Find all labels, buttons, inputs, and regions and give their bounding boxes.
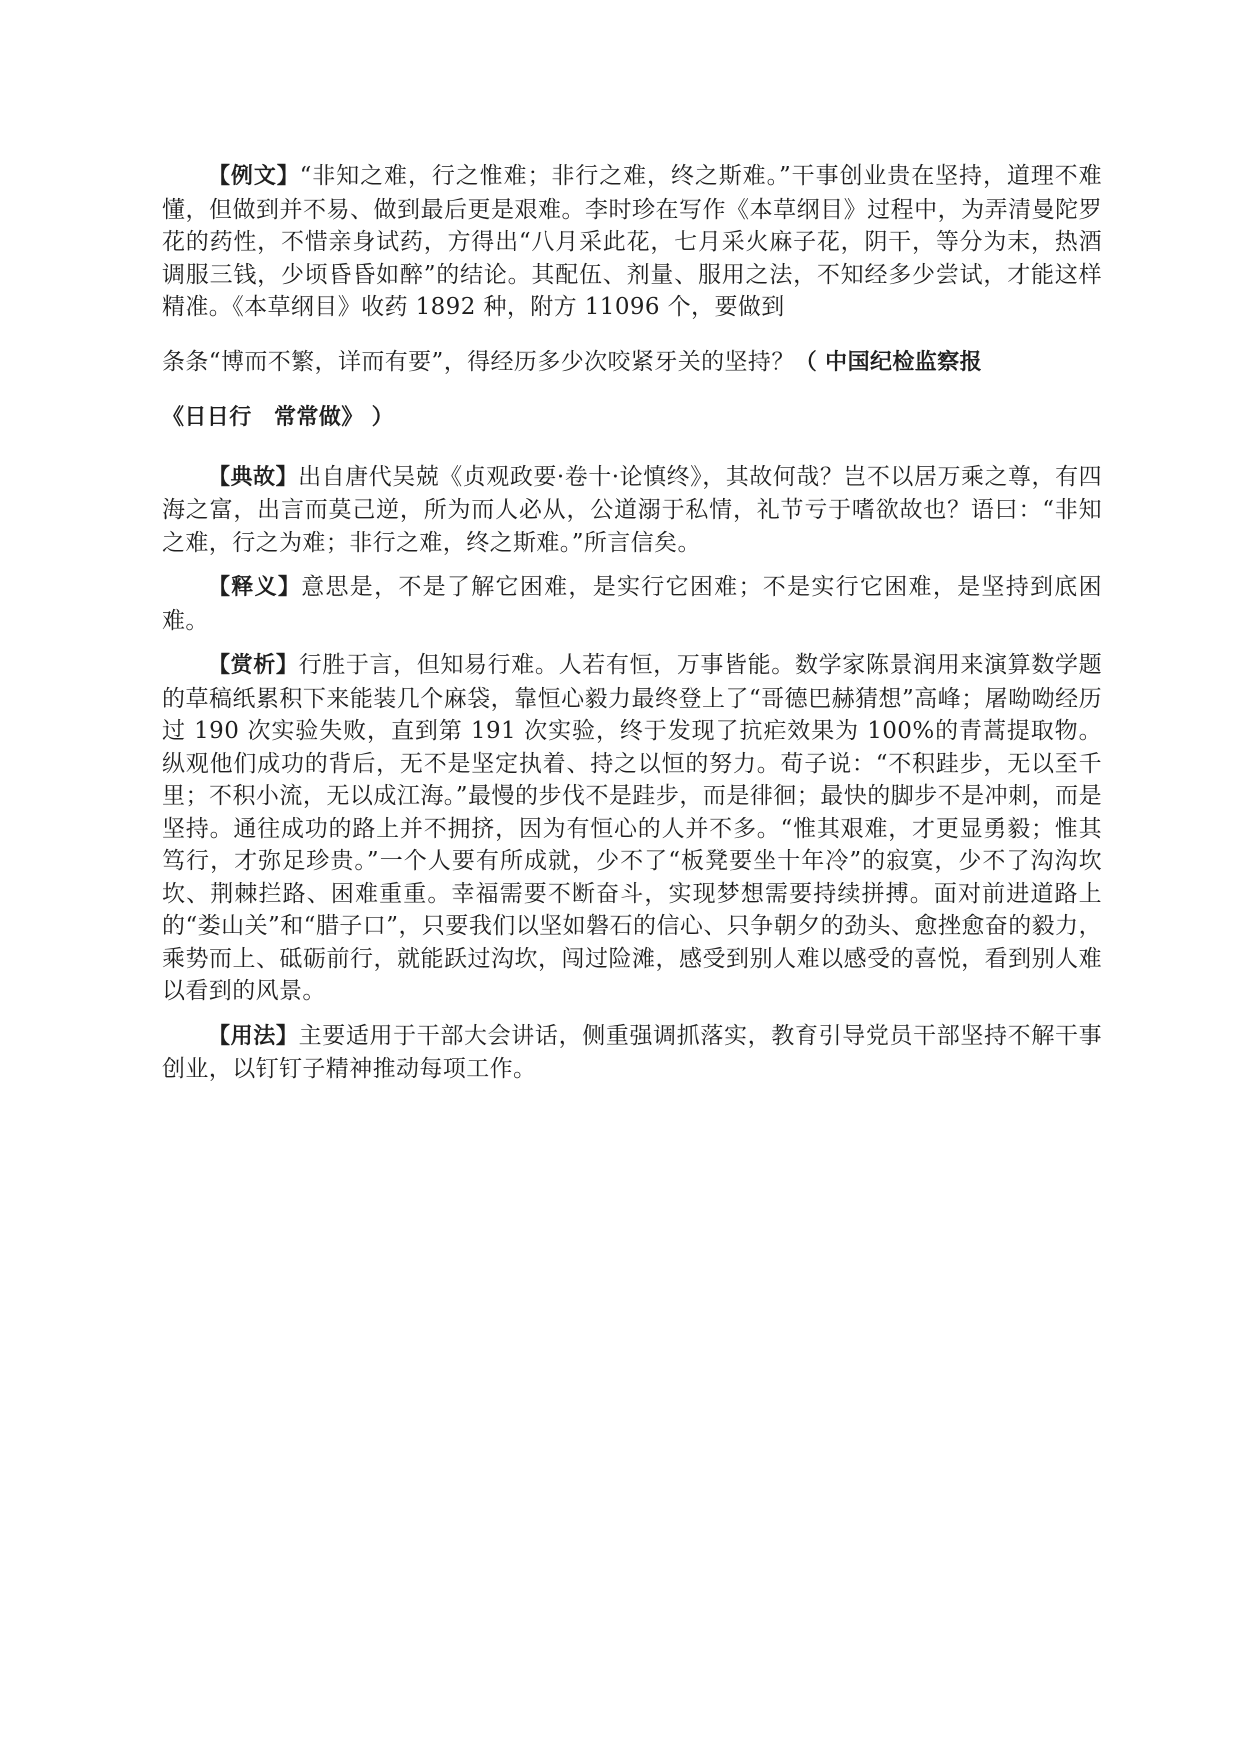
- example-text-continued: 条条“博而不繁，详而有要”，得经历多少次咬紧牙关的坚持？: [162, 348, 795, 375]
- example-paragraph: [162, 160, 1102, 435]
- usage-tag: 【用法】: [208, 1023, 299, 1049]
- example-source-title: 《日日行 常常做》 ）: [162, 405, 395, 430]
- usage-text: 主要适用于干部大会讲话，侧重强调抓落实，教育引导党员干部坚持不解干事创业，以钉钉子精神推动每项工作。: [162, 1022, 1102, 1082]
- allusion-text: 出自唐代吴兢《贞观政要·卷十·论慎终》，其故何哉？岂不以居万乘之尊，有四海之富，出言而莫己逆，所为而人必从，公道溺于私情，礼节亏于嗜欲故也？语曰：“非知之难，行之为难；非行之难，终之斯难。”所言信矣。: [162, 463, 1102, 556]
- example-source: （ 中国纪检监察报: [794, 349, 982, 375]
- appreciation-text: 行胜于言，但知易行难。人若有恒，万事皆能。数学家陈景润用来演算数学题的草稿纸累积下来能装几个麻袋，靠恒心毅力最终登上了“哥德巴赫猜想”高峰；屠呦呦经历过 190 次实验失败，直到第 191 次实验，终于发现了抗疟效果为 100%的青蒿提取物。纵观他们成功的背后，无不是坚定执着、持之以恒的努力。荀子说：“不积跬步，无以至千里；不积小流，无以成江海。”最慢的步伐不是跬步，而是徘徊；最快的脚步不是冲刺，而是坚持。通往成功的路上并不拥挤，因为有恒心的人并不多。“惟其艰难，才更显勇毅；惟其笃行，才弥足珍贵。”一个人要有所成就，少不了“板凳要坐十年冷”的寂寞，少不了沟沟坎坎、荆棘拦路、困难重重。幸福需要不断奋斗，实现梦想需要持续拼搏。面对前进道路上的“娄山关”和“腊子口”，只要我们以坚如磐石的信心、只争朝夕的劲头、愈挫愈奋的毅力，乘势而上、砥砺前行，就能跃过沟坎，闯过险滩，感受到别人难以感受的喜悦，看到别人难以看到的风景。: [162, 652, 1102, 1004]
- appreciation-paragraph: [162, 649, 1102, 1008]
- document-page: [162, 160, 1102, 1098]
- meaning-paragraph: [162, 571, 1102, 637]
- meaning-text: 意思是，不是了解它困难，是实行它困难；不是实行它困难，是坚持到底困难。: [162, 574, 1102, 634]
- example-text-continued-line: [162, 346, 1102, 380]
- allusion-paragraph: [162, 461, 1102, 560]
- meaning-tag: 【释义】: [208, 575, 302, 600]
- appreciation-tag: 【赏析】: [208, 653, 299, 678]
- example-tag: 【例文】: [208, 164, 300, 189]
- example-source-line: [162, 401, 1102, 435]
- example-text: “非知之难，行之惟难；非行之难，终之斯难。”干事创业贵在坚持，道理不难懂，但做到并不易、做到最后更是艰难。李时珍在写作《本草纲目》过程中，为弄清曼陀罗花的药性，不惜亲身试药，方得出“八月采此花，七月采火麻子花，阴干，等分为末，热酒调服三钱，少顷昏昏如醉”的结论。其配伍、剂量、服用之法，不知经多少尝试，才能这样精准。《本草纲目》收药 1892 种，附方 11096 个，要做到: [162, 163, 1102, 320]
- allusion-tag: 【典故】: [208, 464, 299, 490]
- usage-paragraph: [162, 1020, 1102, 1086]
